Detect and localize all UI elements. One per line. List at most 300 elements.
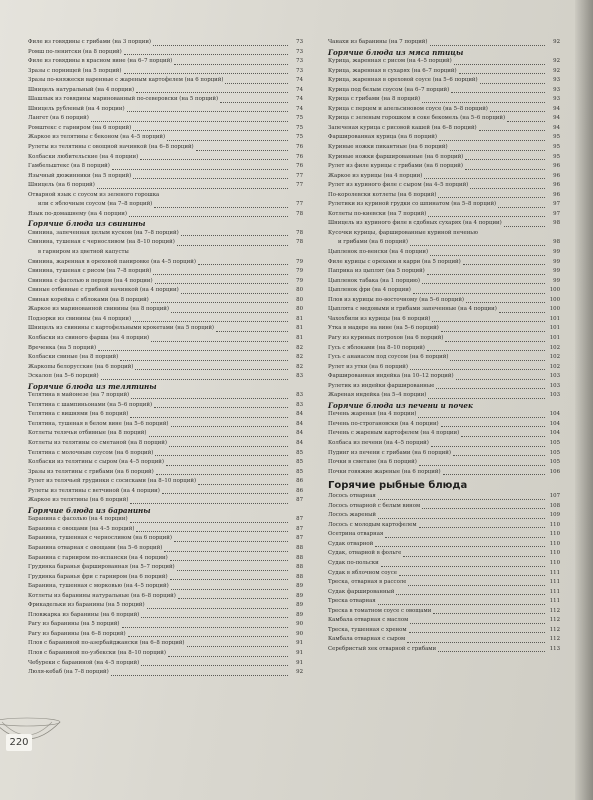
entry-title: Почки в сметане (на 6 порций): [328, 459, 417, 466]
contents-entry[interactable]: [28, 296, 303, 306]
contents-entry[interactable]: [328, 420, 560, 430]
contents-entry[interactable]: [328, 133, 560, 143]
entry-page-number: 100: [549, 287, 560, 294]
entry-title: Рулеты из телятины с овощной начинкой (на 6–8 порций): [28, 144, 194, 151]
entry-title: Филе курицы с орехами и карри (на 5 порций): [328, 258, 461, 265]
entry-page-number: 104: [549, 420, 560, 427]
dot-leader: [403, 556, 545, 557]
dot-leader: [432, 321, 545, 322]
entry-page-number: 111: [549, 579, 560, 586]
entry-page-number: 74: [296, 105, 303, 112]
dot-leader: [461, 436, 545, 437]
dot-leader: [133, 178, 288, 179]
dot-leader: [399, 575, 545, 576]
contents-entry[interactable]: [28, 468, 303, 478]
entry-page-number: 75: [296, 115, 303, 122]
dot-leader: [465, 169, 545, 170]
dot-leader: [171, 312, 288, 313]
entry-title: Судак фаршированный: [328, 588, 395, 595]
entry-title: Плов с бараниной по-азербайджански (на 6–8 порций): [28, 640, 185, 647]
contents-entry[interactable]: [328, 67, 560, 77]
contents-entry[interactable]: [28, 649, 303, 659]
entry-title: Телятина в майонезе (на 7 порций): [28, 392, 130, 399]
dot-leader: [451, 92, 545, 93]
contents-entry[interactable]: [328, 530, 560, 540]
entry-page-number: 90: [296, 630, 303, 637]
dot-leader: [463, 264, 545, 265]
contents-entry[interactable]: [28, 105, 303, 115]
contents-entry[interactable]: [28, 334, 303, 344]
contents-entry[interactable]: [328, 277, 560, 287]
contents-entry[interactable]: [28, 554, 303, 564]
contents-entry[interactable]: [28, 315, 303, 325]
contents-entry[interactable]: [28, 57, 303, 67]
contents-entry[interactable]: [328, 172, 560, 182]
entry-page-number: 96: [553, 182, 560, 189]
dot-leader: [454, 64, 545, 65]
contents-entry[interactable]: [328, 181, 560, 191]
dot-leader: [130, 522, 288, 523]
dot-leader: [131, 398, 288, 399]
entry-title: Судак, отварной в фольге: [328, 550, 402, 557]
dot-leader: [378, 499, 545, 500]
entry-page-number: 112: [549, 626, 560, 633]
entry-title: Колбаса из печени (на 4–5 порций): [328, 439, 429, 446]
dot-leader: [166, 465, 288, 466]
contents-entry[interactable]: [28, 582, 303, 592]
contents-entry[interactable]: [28, 391, 303, 401]
entry-title: Треска, тушенная с хреном: [328, 626, 407, 633]
contents-entry[interactable]: [328, 114, 560, 124]
contents-entry[interactable]: [28, 153, 303, 163]
entry-title: Вреченка (на 5 порций): [28, 344, 97, 351]
contents-entry[interactable]: [28, 515, 303, 525]
entry-page-number: 110: [549, 540, 560, 547]
entry-page-number: 96: [553, 191, 560, 198]
entry-title: Гамбельштекс (на 8 порций): [28, 163, 110, 170]
entry-title: Грудинка баранья фри с гарниром (на 6 порций): [28, 573, 168, 580]
dot-leader: [198, 264, 288, 265]
entry-page-number: 104: [549, 430, 560, 437]
entry-page-number: 99: [553, 277, 560, 284]
contents-entry[interactable]: [28, 563, 303, 573]
entry-page-number: 77: [296, 201, 303, 208]
dot-leader: [136, 92, 288, 93]
dot-leader: [177, 570, 288, 571]
page-edge-shadow: [575, 0, 593, 800]
entry-title: Рулет из утки (на 6 порций): [328, 363, 408, 370]
contents-entry[interactable]: [28, 238, 303, 248]
contents-entry[interactable]: [328, 153, 560, 163]
contents-entry[interactable]: [28, 620, 303, 630]
entry-title: Запеченая курица с рисовой кашей (на 6–8 порций): [328, 124, 477, 131]
dot-leader: [155, 455, 288, 456]
contents-entry[interactable]: [328, 492, 560, 502]
entry-title: Плов с бараниной по-узбекски (на 8–10 порций): [28, 650, 166, 656]
contents-entry[interactable]: [28, 76, 303, 86]
contents-entry[interactable]: [28, 429, 303, 439]
dot-leader: [147, 608, 288, 609]
entry-page-number: 89: [296, 611, 303, 618]
contents-left-column: [28, 38, 303, 678]
contents-entry[interactable]: [328, 468, 560, 478]
contents-entry[interactable]: [328, 372, 560, 382]
contents-entry[interactable]: [328, 511, 560, 521]
entry-page-number: 73: [296, 48, 303, 55]
contents-entry[interactable]: [28, 38, 303, 48]
entry-page-number: 103: [549, 392, 560, 399]
entry-page-number: 84: [296, 411, 303, 418]
dot-leader: [443, 474, 545, 475]
contents-entry[interactable]: [28, 86, 303, 96]
contents-entry[interactable]: [328, 315, 560, 325]
entry-page-number: 92: [553, 39, 560, 45]
entry-title: Курица, жаренная в ореховой соусе (на 5–6 порций): [328, 77, 478, 84]
contents-entry[interactable]: [28, 48, 303, 58]
dot-leader: [98, 350, 288, 351]
entry-page-number: 75: [296, 134, 303, 141]
entry-page-number: 101: [549, 325, 560, 332]
entry-page-number: 113: [549, 645, 560, 652]
page-number: 220: [6, 734, 32, 751]
dot-leader: [141, 617, 288, 618]
contents-entry[interactable]: [328, 439, 560, 449]
entry-page-number: 112: [549, 607, 560, 614]
entry-title: Треска в томатном соусе с овощами: [328, 607, 432, 614]
entry-title: Пловжарка из баранины (на 6 порций): [28, 611, 140, 618]
contents-entry[interactable]: [28, 496, 303, 506]
contents-entry[interactable]: [328, 286, 560, 296]
entry-page-number: 94: [553, 105, 560, 112]
contents-entry[interactable]: [328, 105, 560, 115]
dot-leader: [438, 197, 545, 198]
dot-leader: [170, 560, 288, 561]
contents-entry[interactable]: [28, 286, 303, 296]
contents-entry[interactable]: [28, 544, 303, 554]
dot-leader: [430, 255, 545, 256]
entry-title: Свиные отбивные с грибной начинкой (на 4 порции): [28, 287, 179, 294]
dot-leader: [151, 341, 288, 342]
entry-title: Колбаски из свиного фарша (на 4 порции): [28, 334, 150, 341]
contents-entry[interactable]: [28, 267, 303, 277]
entry-page-number: 102: [549, 354, 560, 361]
contents-entry[interactable]: [328, 267, 560, 277]
entry-page-number: 73: [296, 58, 303, 65]
contents-entry[interactable]: [28, 95, 303, 105]
contents-entry[interactable]: [328, 382, 560, 392]
dot-leader: [167, 140, 288, 141]
contents-entry[interactable]: [328, 458, 560, 468]
entry-page-number: 92: [553, 67, 560, 74]
entry-title: Рагу из баранины (на 5 порций): [28, 621, 120, 628]
entry-page-number: 82: [296, 363, 303, 370]
dot-leader: [410, 369, 545, 370]
dot-leader: [124, 73, 289, 74]
contents-entry[interactable]: [328, 540, 560, 550]
entry-title: Шницель из свинины с картофельными крокетами (на 5 порций): [28, 325, 215, 332]
contents-entry[interactable]: [28, 172, 303, 182]
dot-leader: [155, 283, 288, 284]
contents-entry[interactable]: [328, 521, 560, 531]
entry-page-number: 84: [296, 430, 303, 437]
dot-leader: [220, 102, 288, 103]
entry-page-number: 73: [296, 39, 303, 45]
contents-entry[interactable]: [328, 95, 560, 105]
entry-page-number: 92: [296, 669, 303, 676]
contents-entry[interactable]: [328, 143, 560, 153]
dot-leader: [154, 407, 288, 408]
contents-entry[interactable]: [28, 449, 303, 459]
contents-entry[interactable]: [28, 210, 303, 220]
contents-entry[interactable]: [328, 429, 560, 439]
contents-entry[interactable]: [328, 296, 560, 306]
entry-title: Курица под белым соусом (на 6–7 порций): [328, 86, 450, 93]
entry-page-number: 80: [296, 287, 303, 294]
dot-leader: [490, 111, 545, 112]
entry-page-number: 88: [296, 554, 303, 561]
entry-page-number: 97: [553, 201, 560, 208]
contents-entry[interactable]: [328, 626, 560, 636]
dot-leader: [465, 159, 545, 160]
contents-entry[interactable]: [28, 410, 303, 420]
contents-entry[interactable]: [328, 38, 560, 48]
contents-entry[interactable]: [28, 458, 303, 468]
entry-page-number: 92: [553, 58, 560, 65]
contents-entry[interactable]: [328, 344, 560, 354]
entry-page-number: 85: [296, 468, 303, 475]
contents-entry[interactable]: [28, 611, 303, 621]
entry-page-number: 99: [553, 258, 560, 265]
contents-entry[interactable]: [28, 525, 303, 535]
dot-leader: [133, 130, 288, 131]
contents-entry[interactable]: [328, 410, 560, 420]
entry-page-number: 78: [296, 239, 303, 246]
contents-entry[interactable]: [28, 200, 303, 210]
entry-title: Почки говяжие жареные (на 6 порций): [328, 468, 441, 475]
dot-leader: [453, 455, 545, 456]
contents-entry[interactable]: [28, 630, 303, 640]
entry-title: Рулетики из куриной грудки со шпинатом (на 5–8 порций): [328, 201, 497, 208]
dot-leader: [450, 150, 545, 151]
contents-entry[interactable]: [28, 353, 303, 363]
dot-leader: [410, 623, 545, 624]
dot-leader: [433, 613, 545, 614]
dot-leader: [498, 207, 545, 208]
contents-entry[interactable]: [28, 372, 303, 382]
dot-leader: [407, 642, 545, 643]
contents-entry[interactable]: [28, 363, 303, 373]
dot-leader: [187, 646, 288, 647]
contents-entry[interactable]: [328, 502, 560, 512]
contents-entry[interactable]: [28, 114, 303, 124]
entry-title: Зразы по-княжески варенные с жареным картофелем (на 6 порций): [28, 77, 224, 84]
entry-title: Курица с грибами (на 8 порций): [328, 96, 421, 103]
contents-entry[interactable]: [28, 573, 303, 583]
dot-leader: [408, 585, 545, 586]
contents-entry[interactable]: [28, 401, 303, 411]
entry-page-number: 74: [296, 86, 303, 93]
entry-page-number: 74: [296, 96, 303, 103]
entry-page-number: 89: [296, 583, 303, 590]
entry-page-number: 81: [296, 315, 303, 322]
contents-entry[interactable]: [328, 607, 560, 617]
contents-entry[interactable]: [328, 258, 560, 268]
contents-entry[interactable]: [28, 601, 303, 611]
entry-title: Печень с жареным картофелем (на 4 порции): [328, 430, 460, 437]
entry-page-number: 95: [553, 153, 560, 160]
contents-entry[interactable]: [328, 645, 560, 655]
entry-title: Ромштекс с гарниром (на 6 порций): [28, 124, 132, 131]
dot-leader: [381, 566, 545, 567]
contents-entry[interactable]: [328, 597, 560, 607]
contents-entry[interactable]: [328, 162, 560, 172]
contents-entry[interactable]: [328, 391, 560, 401]
section-heading: Горячие блюда из баранины: [28, 505, 151, 515]
dot-leader: [162, 493, 288, 494]
contents-entry[interactable]: [28, 487, 303, 497]
dot-leader: [470, 188, 545, 189]
entry-title: Серебристый хек отварной с грибами: [328, 645, 437, 652]
entry-page-number: 110: [549, 550, 560, 557]
contents-entry[interactable]: [28, 191, 303, 201]
contents-entry[interactable]: [328, 334, 560, 344]
entry-title: Жареная индейка (на 5–4 порции): [328, 392, 427, 399]
entry-title: Эскалоп (на 5–6 порций): [28, 373, 99, 380]
dot-leader: [450, 360, 545, 361]
entry-page-number: 106: [549, 468, 560, 475]
entry-title: Подзорки из свинины (на 4 порции): [28, 315, 132, 322]
entry-page-number: 76: [296, 144, 303, 151]
entry-title: Грудинка баранья фаршированная (на 5–7 порций): [28, 564, 175, 571]
entry-page-number: 75: [296, 124, 303, 131]
contents-entry[interactable]: [328, 363, 560, 373]
contents-entry[interactable]: [328, 57, 560, 67]
contents-entry[interactable]: [328, 238, 560, 248]
entry-title: Зразы из телятины с грибами (на 6 порций): [28, 468, 154, 475]
contents-entry[interactable]: [328, 86, 560, 96]
contents-entry[interactable]: [328, 588, 560, 598]
entry-title: Шницель натуральный (на 4 порции): [28, 86, 135, 93]
entry-page-number: 82: [296, 354, 303, 361]
contents-entry[interactable]: [328, 449, 560, 459]
entry-page-number: 76: [296, 153, 303, 160]
entry-page-number: 105: [549, 439, 560, 446]
contents-entry[interactable]: [328, 569, 560, 579]
entry-title: Жаркое из маринованной свинины (на 8 порций): [28, 306, 170, 313]
contents-entry[interactable]: [28, 124, 303, 134]
dot-leader: [174, 541, 288, 542]
entry-title: Плов из курицы по-восточному (на 5–6 порций): [328, 296, 465, 303]
contents-entry[interactable]: [328, 200, 560, 210]
dot-leader: [428, 216, 545, 217]
contents-entry[interactable]: [28, 534, 303, 544]
contents-entry[interactable]: [28, 592, 303, 602]
entry-page-number: 77: [296, 182, 303, 189]
dot-leader: [112, 169, 288, 170]
entry-page-number: 83: [296, 401, 303, 408]
dot-leader: [378, 518, 545, 519]
entry-page-number: 87: [296, 525, 303, 532]
entry-page-number: 105: [549, 449, 560, 456]
contents-entry[interactable]: [28, 133, 303, 143]
contents-entry[interactable]: [28, 248, 303, 258]
entry-page-number: 108: [549, 502, 560, 509]
contents-entry[interactable]: [328, 191, 560, 201]
entry-title: Гусь с яблоками (на 8–10 порций): [328, 344, 425, 351]
contents-entry[interactable]: [28, 420, 303, 430]
entry-page-number: 91: [296, 659, 303, 666]
entry-title: Лосось отварная: [328, 493, 376, 500]
contents-entry[interactable]: [28, 143, 303, 153]
contents-entry[interactable]: [28, 324, 303, 334]
entry-title: Курица с перцем и апельсиновом соусе (на 5–8 порций): [328, 105, 488, 112]
entry-page-number: 101: [549, 315, 560, 322]
contents-entry[interactable]: [328, 229, 560, 239]
contents-entry[interactable]: [28, 277, 303, 287]
entry-page-number: 91: [296, 650, 303, 656]
contents-entry[interactable]: [28, 162, 303, 172]
contents-entry[interactable]: [28, 229, 303, 239]
contents-entry[interactable]: [28, 639, 303, 649]
contents-entry[interactable]: [28, 67, 303, 77]
dot-leader: [170, 579, 288, 580]
contents-entry[interactable]: [328, 549, 560, 559]
contents-entry[interactable]: [328, 324, 560, 334]
entry-title: Филе из говядины с грибами (на 3 порции): [28, 39, 152, 45]
contents-entry[interactable]: [328, 219, 560, 229]
dot-leader: [128, 636, 288, 637]
entry-title: Судак по-польски: [328, 559, 379, 566]
contents-entry[interactable]: [28, 668, 303, 678]
entry-title: Отварной язык с соусом из зеленого горошка: [28, 191, 160, 198]
contents-entry[interactable]: [28, 258, 303, 268]
contents-entry[interactable]: [28, 305, 303, 315]
contents-entry[interactable]: [328, 305, 560, 315]
dot-leader: [101, 379, 288, 380]
entry-title: Камбала отварная с сыром: [328, 636, 406, 643]
contents-entry[interactable]: [28, 659, 303, 669]
contents-entry[interactable]: [328, 616, 560, 626]
dot-leader: [133, 321, 288, 322]
contents-entry[interactable]: [328, 559, 560, 569]
contents-entry[interactable]: [28, 344, 303, 354]
contents-entry[interactable]: [328, 353, 560, 363]
dot-leader: [427, 350, 545, 351]
contents-entry[interactable]: [28, 477, 303, 487]
contents-entry[interactable]: [328, 635, 560, 645]
entry-page-number: 87: [296, 516, 303, 523]
contents-entry[interactable]: [328, 248, 560, 258]
entry-page-number: 93: [553, 77, 560, 84]
contents-entry[interactable]: [28, 439, 303, 449]
dot-leader: [504, 226, 545, 227]
dot-leader: [424, 178, 545, 179]
dot-leader: [181, 293, 288, 294]
contents-entry[interactable]: [328, 76, 560, 86]
entry-page-number: 74: [296, 77, 303, 84]
entry-title: Филе из говядины в красном вине (на 6–7 порций): [28, 58, 173, 65]
entry-title: Судак в яблочном соусе: [328, 569, 397, 576]
entry-title: Осетрина отварная: [328, 531, 384, 538]
entry-title: Печень по-строгановски (на 4 порции): [328, 420, 439, 427]
dot-leader: [198, 484, 288, 485]
contents-entry[interactable]: [328, 210, 560, 220]
entry-title: Люля-кебаб (на 7–8 порций): [28, 669, 109, 676]
entry-title: Котлеты телячьи отбивные (на 8 порций): [28, 430, 147, 437]
contents-entry[interactable]: [328, 578, 560, 588]
contents-entry[interactable]: [28, 181, 303, 191]
contents-entry[interactable]: [328, 124, 560, 134]
